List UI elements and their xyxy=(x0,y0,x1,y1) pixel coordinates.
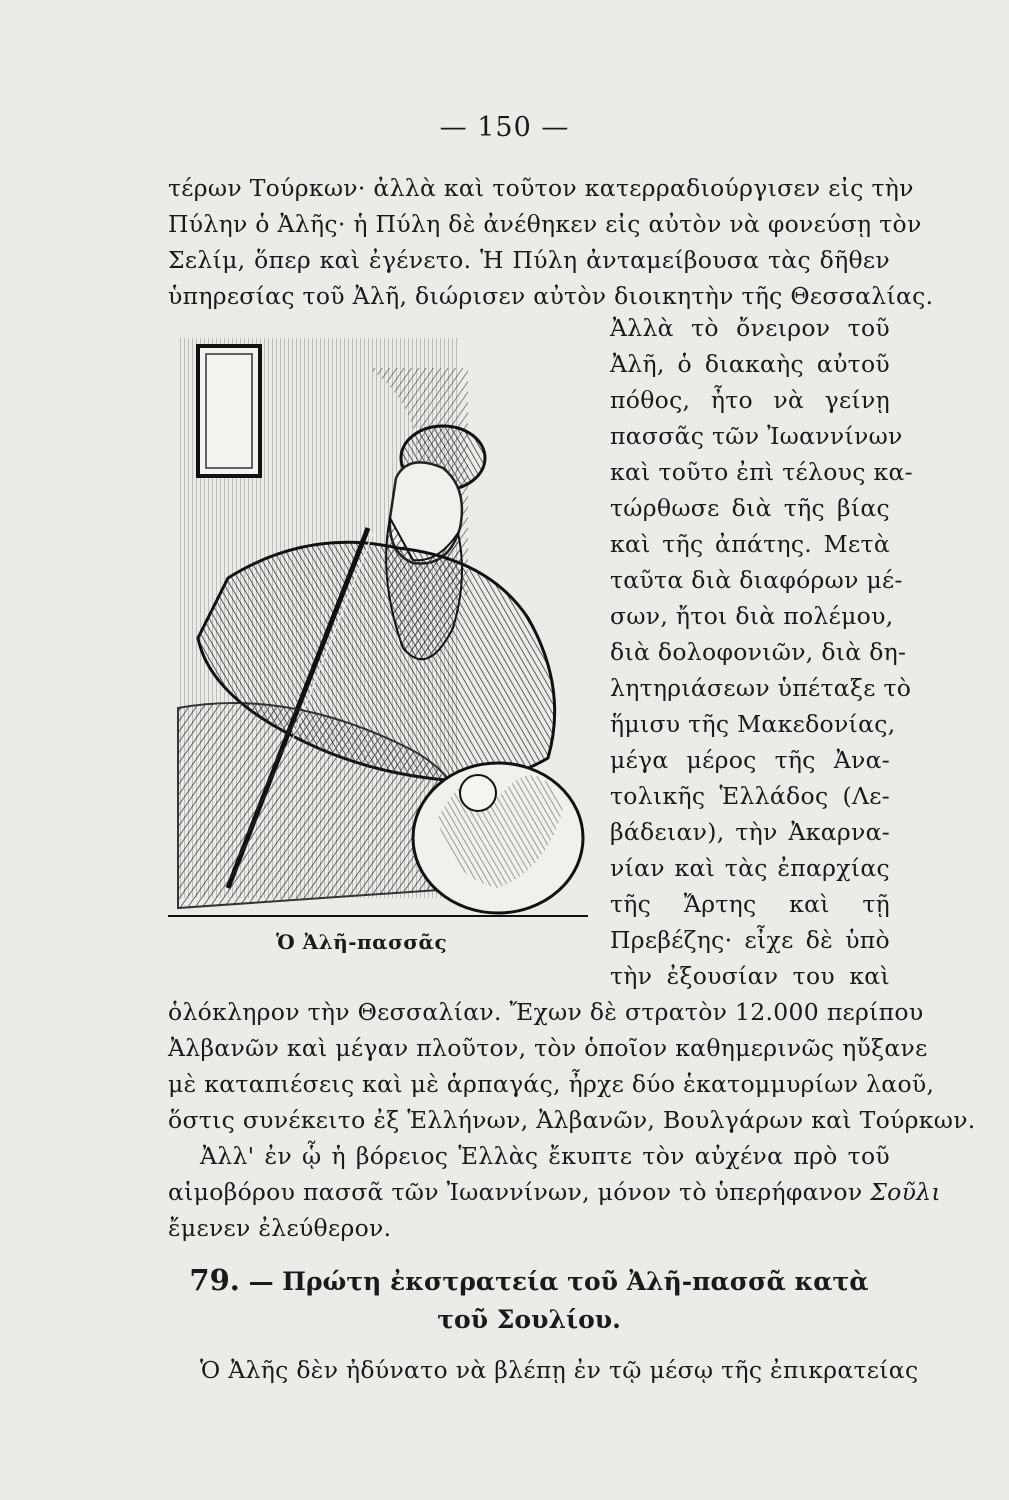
text-line: τέρων Τούρκων· ἀλλὰ καὶ τοῦτον κατερραδιούργισεν εἰς τὴν xyxy=(168,174,914,202)
text-line: τὴν ἐξουσίαν του καὶ xyxy=(610,962,890,990)
portrait-engraving xyxy=(168,328,593,938)
text-line: Ἀλῆ, ὁ διακαὴς αὐτοῦ xyxy=(610,350,890,378)
text-line: τῆς Ἄρτης καὶ τῇ xyxy=(610,890,890,918)
text-line: διὰ δολοφονιῶν, διὰ δη- xyxy=(610,638,907,666)
section-title-line2: τοῦ Σουλίου. xyxy=(437,1305,621,1334)
text-line: ὑπηρεσίας τοῦ Ἀλῆ, διώρισεν αὐτὸν διοικητὴν τῆς Θεσσαλίας. xyxy=(168,282,934,310)
text-line: πασσᾶς τῶν Ἰωαννίνων xyxy=(610,422,903,450)
italic-word: Σοῦλι xyxy=(870,1178,941,1206)
text-span: αἱμοβόρου πασσᾶ τῶν Ἰωαννίνων, μόνον τὸ ὑπερήφανον xyxy=(168,1178,863,1206)
text-line: ὁλόκληρον τὴν Θεσσαλίαν. Ἔχων δὲ στρατὸν 12.000 περίπου xyxy=(168,998,924,1026)
text-line: βάδειαν), τὴν Ἀκαρνα- xyxy=(610,818,890,846)
text-line: ταῦτα διὰ διαφόρων μέ- xyxy=(610,566,903,594)
text-line: πόθος, ἦτο νὰ γείνῃ xyxy=(610,386,890,414)
text-line: Σελίμ, ὅπερ καὶ ἐγένετο. Ἡ Πύλη ἀνταμείβουσα τὰς δῆθεν xyxy=(168,246,890,274)
text-line: Ἀλβανῶν καὶ μέγαν πλοῦτον, τὸν ὁποῖον καθημερινῶς ηὔξανε xyxy=(168,1034,928,1062)
text-line: Ἀλλὰ τὸ ὄνειρον τοῦ xyxy=(610,314,890,342)
text-line: ἥμισυ τῆς Μακεδονίας, xyxy=(610,710,896,738)
text-line: ἔμενεν ἐλεύθερον. xyxy=(168,1214,392,1242)
page-number: — 150 — xyxy=(439,112,570,143)
section-title-line1: — Πρώτη ἐκστρατεία τοῦ Ἀλῆ-πασσᾶ κατὰ xyxy=(248,1267,869,1296)
section-number: 79. xyxy=(189,1263,240,1297)
text-line: Ὁ Ἀλῆς δὲν ἠδύνατο νὰ βλέπῃ ἐν τῷ μέσῳ τῆς ἐπικρατείας xyxy=(200,1356,919,1384)
section-heading xyxy=(168,1262,890,1300)
text-line: νίαν καὶ τὰς ἐπαρχίας xyxy=(610,854,890,882)
text-line: λητηριάσεων ὑπέταξε τὸ xyxy=(610,674,912,702)
portrait-engraving-image xyxy=(168,328,593,928)
text-line: καὶ τῆς ἀπάτης. Μετὰ xyxy=(610,530,890,558)
text-line: Πύλην ὁ Ἀλῆς· ἡ Πύλη δὲ ἀνέθηκεν εἰς αὐτὸν νὰ φονεύσῃ τὸν xyxy=(168,210,922,238)
text-line: τολικῆς Ἑλλάδος (Λε- xyxy=(610,782,890,810)
text-line: Ἀλλ' ἐν ᾧ ἡ βόρειος Ἑλλὰς ἔκυπτε τὸν αὐχένα πρὸ τοῦ xyxy=(200,1142,890,1170)
text-line: μὲ καταπιέσεις καὶ μὲ ἁρπαγάς, ἦρχε δύο ἑκατομμυρίων λαοῦ, xyxy=(168,1070,935,1098)
text-line: ὅστις συνέκειτο ἐξ Ἑλλήνων, Ἀλβανῶν, Βουλγάρων καὶ Τούρκων. xyxy=(168,1106,976,1134)
text-line: μέγα μέρος τῆς Ἀνα- xyxy=(610,746,890,774)
text-line: σων, ἤτοι διὰ πολέμου, xyxy=(610,602,894,630)
text-line xyxy=(168,1176,941,1208)
text-line: καὶ τοῦτο ἐπὶ τέλους κα- xyxy=(610,458,913,486)
figure-caption: Ὁ Ἀλῆ-πασσᾶς xyxy=(276,930,448,954)
text-line: Πρεβέζης· εἶχε δὲ ὑπὸ xyxy=(610,926,890,954)
text-line: τώρθωσε διὰ τῆς βίας xyxy=(610,494,890,522)
